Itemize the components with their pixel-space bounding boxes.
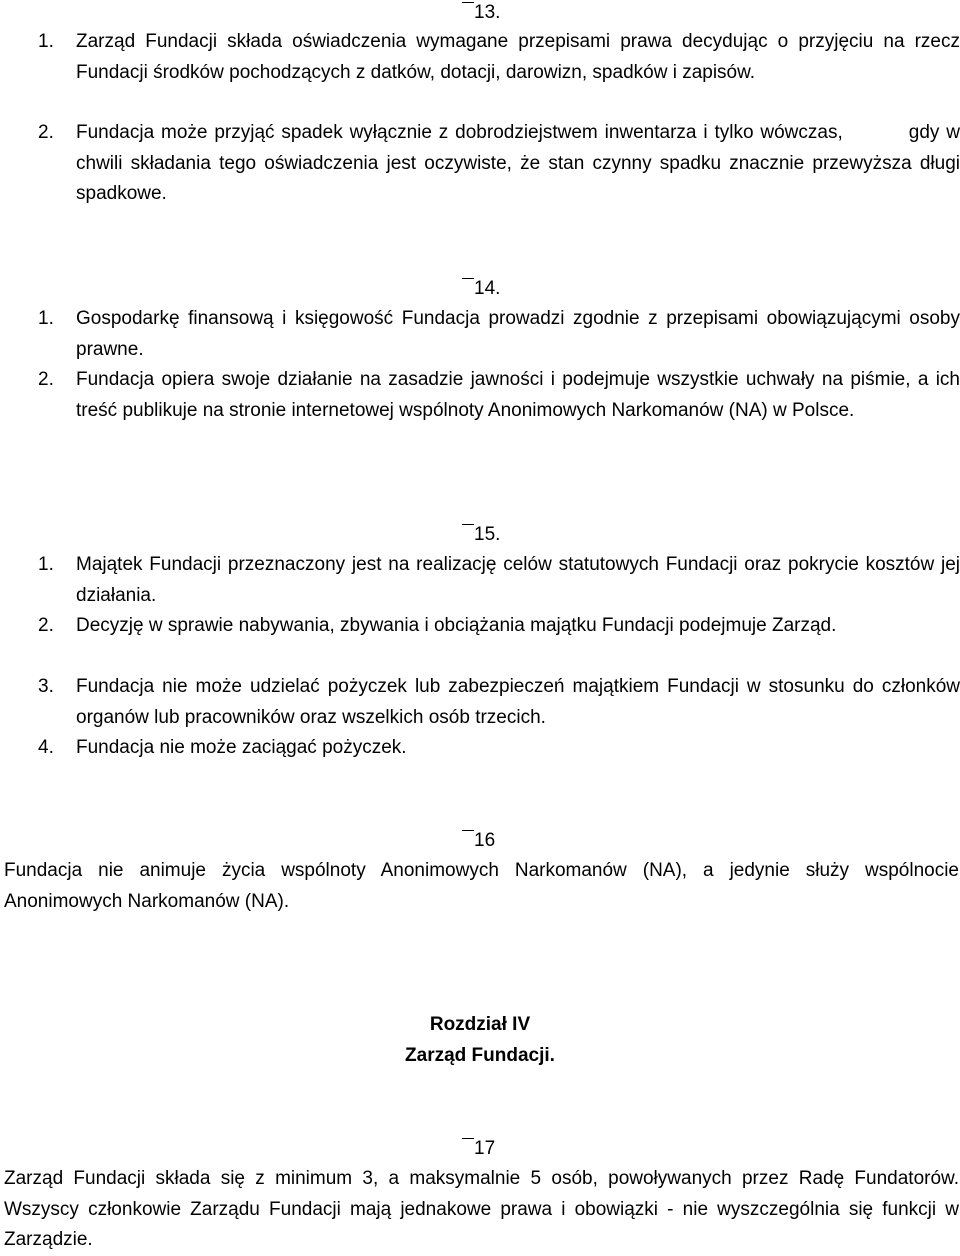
section-14-heading: 14. [462,274,500,304]
section-15-heading: 15. [462,520,500,550]
item-text: Fundacja nie może zaciągać pożyczek. [76,737,407,758]
item-text: Fundacja nie może udzielać pożyczek lub zabezpieczeń majątkiem Fundacji w stosunku do członków organów lub pracowników oraz wszelkich osób trzecich. [76,676,960,728]
item-number: 1. [38,31,54,52]
section-13-item-2 [38,118,960,210]
section-mark [462,2,474,3]
section-14-item-2 [38,365,960,426]
section-17-heading: 17 [462,1134,495,1164]
item-number: 1. [38,554,54,575]
section-15-item-3 [38,672,960,733]
item-text: Fundacja może przyjąć spadek wyłącznie z dobrodziejstwem inwentarza i tylko wówczas, gdy w chwili składania tego oświadczenia jest oczywiste, że stan czynny spadku znacznie przewyższa długi spadkowe. [76,122,960,204]
item-number: 4. [38,737,54,758]
item-number: 3. [38,676,54,697]
section-15-item-4 [38,733,960,764]
item-text: Decyzję w sprawie nabywania, zbywania i obciążania majątku Fundacji podejmuje Zarząd. [76,615,837,636]
chapter-title: Rozdział IV [429,1014,531,1035]
section-mark [462,1138,474,1139]
section-14-item-1 [38,304,960,365]
section-mark [462,830,474,831]
chapter-subtitle: Zarząd Fundacji. [405,1045,555,1066]
section-mark [462,278,474,279]
section-16-text: Fundacja nie animuje życia wspólnoty Anonimowych Narkomanów (NA), a jedynie służy wspólnocie Anonimowych Narkomanów (NA). [4,860,959,912]
item-text: Zarząd Fundacji składa oświadczenia wymagane przepisami prawa decydując o przyjęciu na rzecz Fundacji środków pochodzących z datków, dotacji, darowizn, spadków i zapisów. [76,31,960,83]
section-13-item-1 [38,27,960,88]
item-text: Fundacja opiera swoje działanie na zasadzie jawności i podejmuje wszystkie uchwały na piśmie, a ich treść publikuje na stronie internetowej wspólnoty Anonimowych Narkomanów (NA) w Polsce. [76,369,960,421]
item-number: 2. [38,122,54,143]
item-number: 1. [38,308,54,329]
section-13-heading: 13. [462,0,500,28]
item-number: 2. [38,615,54,636]
item-text: Gospodarkę finansową i księgowość Fundacja prowadzi zgodnie z przepisami obowiązującymi osoby prawne. [76,308,960,360]
item-number: 2. [38,369,54,390]
section-mark [462,524,474,525]
item-text: Majątek Fundacji przeznaczony jest na realizację celów statutowych Fundacji oraz pokrycie kosztów jej działania. [76,554,960,606]
section-17-text: Zarząd Fundacji składa się z minimum 3, a maksymalnie 5 osób, powoływanych przez Radę Fundatorów. Wszyscy członkowie Zarządu Fundacji mają jednakowe prawa i obowiązki - nie wyszczególnia się funkcji w Zarządzie. [4,1168,959,1250]
section-16-heading: 16 [462,826,495,856]
section-15-item-1 [38,550,960,611]
section-15-item-2 [38,611,960,642]
